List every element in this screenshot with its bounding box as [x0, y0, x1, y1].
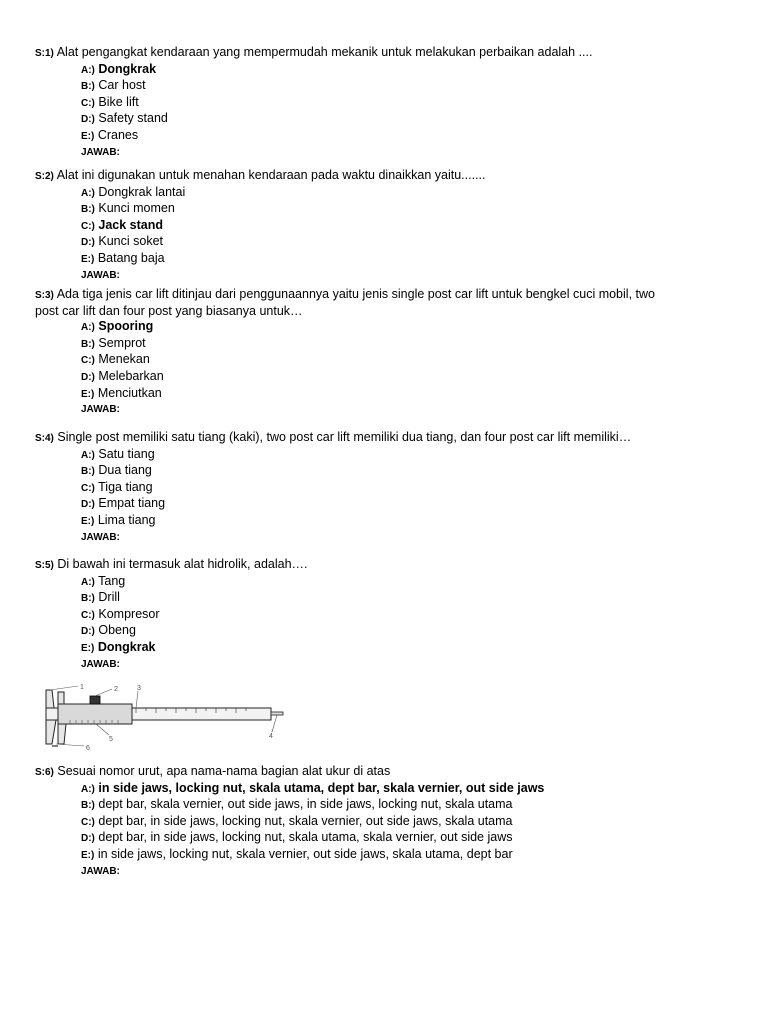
option-label: C:): [81, 816, 95, 828]
option-text: Safety stand: [98, 111, 168, 126]
option-label: A:): [81, 449, 95, 461]
question-text: Alat pengangkat kendaraan yang mempermudah mekanik untuk melakukan perbaikan adalah ....: [56, 45, 593, 59]
answer-label: JAWAB:: [81, 404, 120, 416]
question-number: S:5): [35, 560, 54, 571]
option-label: A:): [81, 576, 95, 588]
option-text: in side jaws, locking nut, skala utama, dept bar, skala vernier, out side jaws: [98, 780, 545, 795]
option-b[interactable]: [81, 463, 740, 480]
option-d[interactable]: [81, 111, 740, 128]
vernier-slider: [58, 704, 132, 724]
option-text: Menciutkan: [97, 385, 162, 400]
option-label: D:): [81, 499, 95, 511]
option-label: C:): [81, 220, 95, 232]
option-d[interactable]: [81, 369, 740, 386]
answer-label: JAWAB:: [81, 531, 120, 543]
option-text: Obeng: [98, 623, 136, 638]
question-4-stem: [35, 430, 740, 447]
question-1: [35, 45, 740, 160]
callout-4: 4: [269, 733, 273, 740]
option-label: E:): [81, 253, 95, 265]
option-label: A:): [81, 187, 95, 199]
option-c[interactable]: [81, 218, 740, 235]
question-number: S:2): [35, 171, 54, 182]
option-a[interactable]: [81, 447, 740, 464]
callout-2: 2: [114, 686, 118, 693]
callout-5: 5: [109, 736, 113, 743]
option-label: B:): [81, 466, 95, 478]
option-label: C:): [81, 609, 95, 621]
question-number: S:1): [35, 48, 54, 59]
sliding-inside-jaw: [58, 692, 64, 704]
question-text: Sesuai nomor urut, apa nama-nama bagian alat ukur di atas: [57, 764, 391, 778]
option-text: Dongkrak lantai: [98, 184, 186, 199]
question-3: [35, 287, 740, 418]
option-label: A:): [81, 64, 95, 76]
option-d[interactable]: [81, 830, 740, 847]
option-c[interactable]: [81, 480, 740, 497]
question-5-stem: [35, 557, 740, 574]
callout-3: 3: [137, 685, 141, 692]
answer-label: JAWAB:: [81, 269, 120, 281]
question-1-stem: [35, 45, 740, 62]
locking-nut: [90, 696, 100, 704]
option-e[interactable]: [81, 847, 740, 864]
option-text: dept bar, skala vernier, out side jaws, in side jaws, locking nut, skala utama: [98, 797, 513, 812]
option-list: [81, 185, 740, 268]
option-label: E:): [81, 849, 95, 861]
fixed-outside-jaw: [46, 720, 56, 744]
option-text: Spooring: [98, 319, 154, 334]
option-label: B:): [81, 800, 95, 812]
option-text: in side jaws, locking nut, skala vernier, out side jaws, skala utama, dept bar: [97, 846, 513, 861]
option-c[interactable]: [81, 352, 740, 369]
option-text: Melebarkan: [98, 368, 164, 383]
option-text: Kunci soket: [98, 234, 163, 249]
option-text: dept bar, in side jaws, locking nut, skala utama, skala vernier, out side jaws: [98, 830, 513, 845]
question-5: [35, 557, 740, 672]
option-list: [81, 447, 740, 530]
option-text: Kunci momen: [98, 201, 175, 216]
question-2: [35, 168, 740, 283]
option-e[interactable]: [81, 513, 740, 530]
option-label: D:): [81, 626, 95, 638]
question-number: S:4): [35, 433, 54, 444]
option-text: Jack stand: [98, 217, 163, 232]
option-list: [81, 574, 740, 657]
question-text: Ada tiga jenis car lift ditinjau dari penggunaannya yaitu jenis single post car lift untuk bengkel cuci mobil, two: [56, 287, 655, 301]
question-3-stem-line1: [35, 287, 740, 304]
option-b[interactable]: [81, 590, 740, 607]
question-2-stem: [35, 168, 740, 185]
option-label: B:): [81, 338, 95, 350]
option-a[interactable]: [81, 62, 740, 79]
option-label: B:): [81, 81, 95, 93]
option-c[interactable]: [81, 95, 740, 112]
option-label: C:): [81, 97, 95, 109]
callout-1: 1: [80, 684, 84, 691]
option-e[interactable]: [81, 386, 740, 403]
question-text: Single post memiliki satu tiang (kaki), two post car lift memiliki dua tiang, dan four post car lift memiliki…: [57, 430, 632, 444]
option-e[interactable]: [81, 128, 740, 145]
option-text: Lima tiang: [97, 512, 156, 527]
option-label: D:): [81, 833, 95, 845]
option-text: Tiga tiang: [98, 479, 153, 494]
option-text: Menekan: [98, 352, 150, 367]
answer-label: JAWAB:: [81, 658, 120, 670]
option-text: Dongkrak: [98, 61, 157, 76]
question-6-stem: [35, 764, 740, 781]
callout-6: 6: [86, 745, 90, 752]
option-text: Car host: [98, 78, 146, 93]
question-text: Di bawah ini termasuk alat hidrolik, adalah….: [57, 557, 308, 571]
option-label: E:): [81, 515, 95, 527]
option-a[interactable]: [81, 574, 740, 591]
option-d[interactable]: [81, 496, 740, 513]
option-b[interactable]: [81, 336, 740, 353]
option-label: E:): [81, 130, 95, 142]
option-b[interactable]: [81, 201, 740, 218]
option-label: C:): [81, 355, 95, 367]
option-d[interactable]: [81, 623, 740, 640]
vernier-caliper-illustration: [36, 680, 286, 752]
option-c[interactable]: [81, 607, 740, 624]
option-text: Semprot: [98, 335, 146, 350]
question-3-stem-line2: post car lift dan four post yang biasanya untuk…: [35, 303, 303, 318]
option-text: Empat tiang: [98, 496, 166, 511]
depth-bar: [271, 712, 283, 715]
option-list: [81, 62, 740, 145]
option-label: C:): [81, 482, 95, 494]
option-label: A:): [81, 783, 95, 795]
option-label: D:): [81, 371, 95, 383]
option-d[interactable]: [81, 234, 740, 251]
option-b[interactable]: [81, 78, 740, 95]
option-text: Cranes: [97, 127, 139, 142]
question-4: [35, 430, 740, 545]
option-text: Drill: [98, 590, 120, 605]
option-label: E:): [81, 642, 95, 654]
answer-label: JAWAB:: [81, 146, 120, 158]
option-text: Kompresor: [98, 606, 160, 621]
option-text: Dua tiang: [98, 463, 152, 478]
question-number: S:6): [35, 767, 54, 778]
answer-label: JAWAB:: [81, 865, 120, 877]
option-text: dept bar, in side jaws, locking nut, skala vernier, out side jaws, skala utama: [98, 813, 513, 828]
option-b[interactable]: [81, 797, 740, 814]
option-c[interactable]: [81, 814, 740, 831]
caliper-figure: [36, 680, 286, 752]
option-text: Bike lift: [98, 94, 139, 109]
option-text: Batang baja: [97, 250, 165, 265]
option-text: Tang: [98, 573, 126, 588]
option-label: A:): [81, 322, 95, 334]
question-number: S:3): [35, 290, 54, 301]
sliding-outside-jaw: [58, 724, 66, 744]
option-a[interactable]: [81, 319, 740, 336]
option-label: D:): [81, 237, 95, 249]
option-e[interactable]: [81, 640, 740, 657]
question-text: Alat ini digunakan untuk menahan kendaraan pada waktu dinaikkan yaitu.......: [56, 168, 486, 182]
option-label: D:): [81, 114, 95, 126]
option-e[interactable]: [81, 251, 740, 268]
option-list: [81, 319, 740, 402]
option-text: Dongkrak: [97, 639, 156, 654]
question-6: [35, 764, 740, 879]
option-list: [81, 781, 740, 864]
option-a[interactable]: [81, 781, 740, 798]
option-label: B:): [81, 204, 95, 216]
option-a[interactable]: [81, 185, 740, 202]
option-text: Satu tiang: [98, 446, 155, 461]
fixed-inside-jaw: [46, 690, 54, 708]
option-label: B:): [81, 593, 95, 605]
option-label: E:): [81, 388, 95, 400]
